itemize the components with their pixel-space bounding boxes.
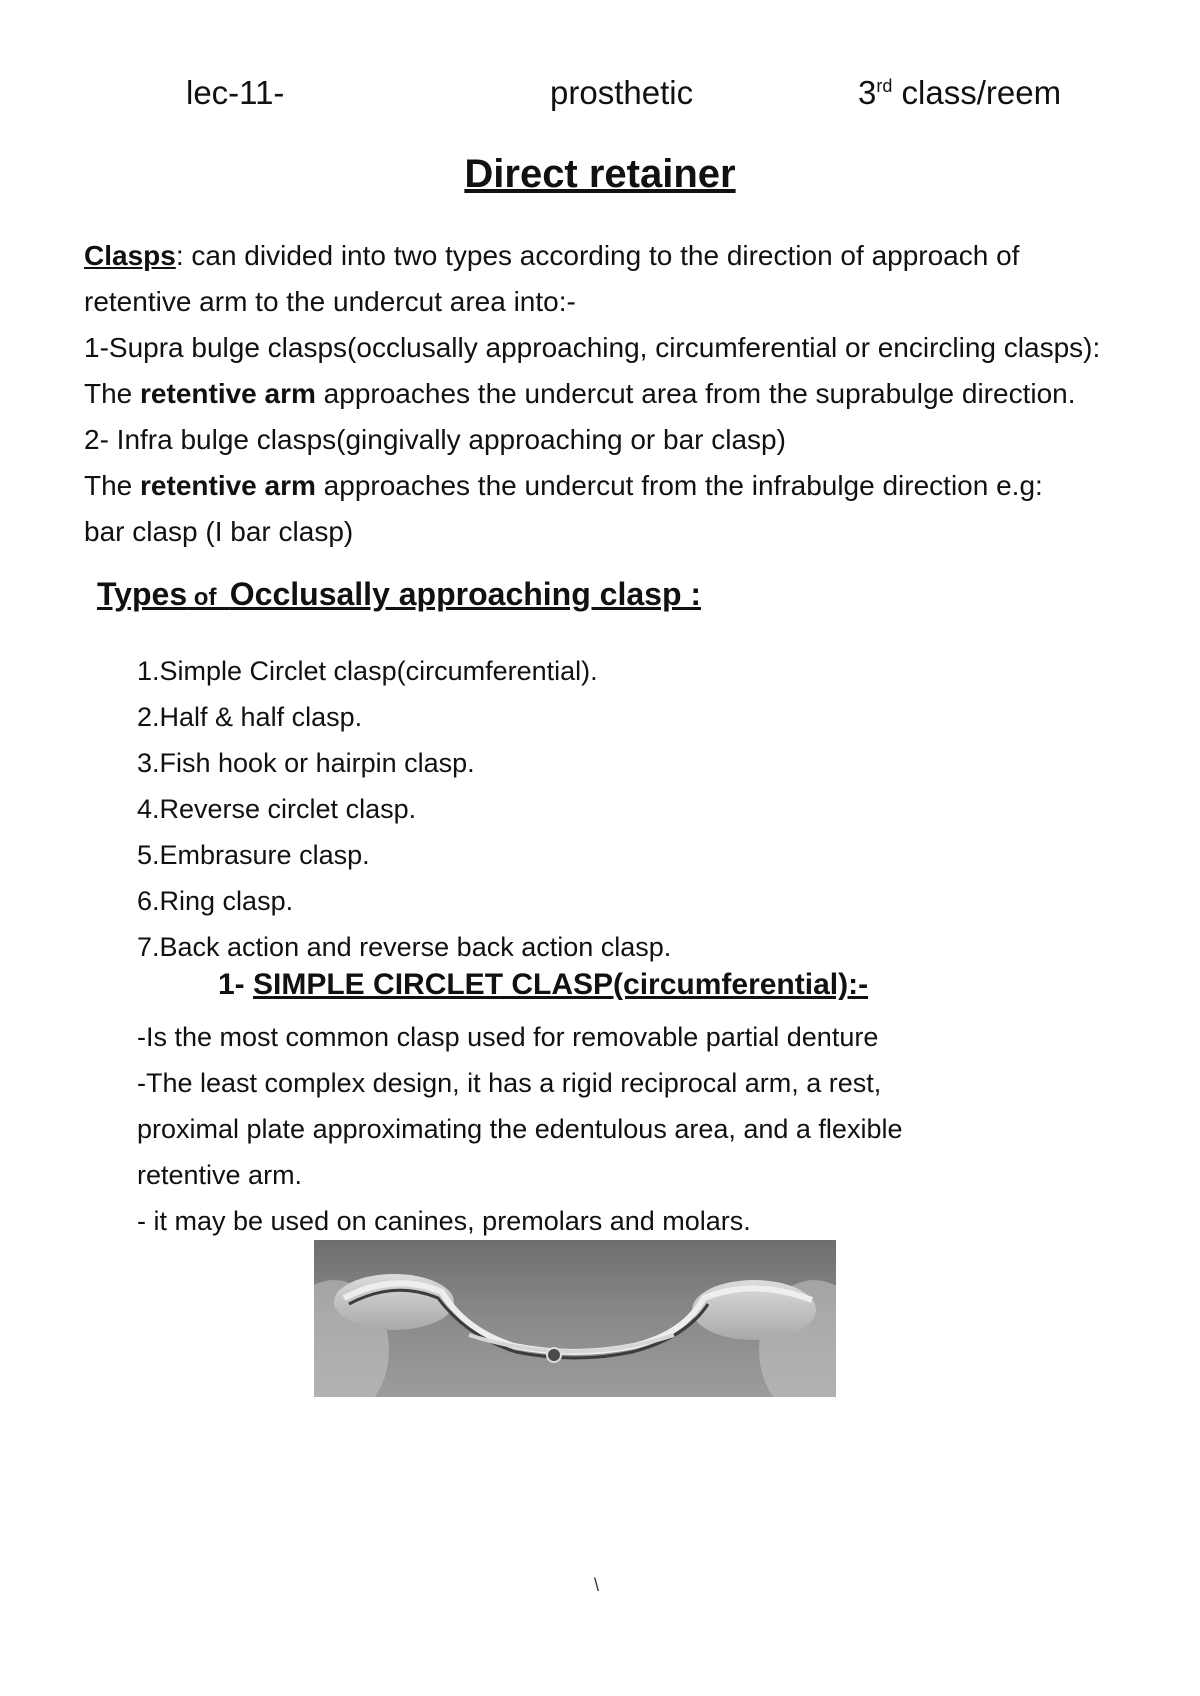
retentive-arm-term: retentive arm (140, 470, 316, 501)
class-label (858, 74, 1061, 112)
bar-clasp-example: bar clasp (I bar clasp) (84, 516, 354, 547)
lecture-label: lec-11- (186, 74, 285, 111)
clasps-term: Clasps (84, 240, 176, 271)
list-item: 5.Embrasure clasp. (137, 840, 370, 870)
retentive-arm-term: retentive arm (140, 378, 316, 409)
infra-bulge-description (84, 470, 1043, 502)
intro-line-2: retentive arm to the undercut area into:- (84, 286, 576, 317)
class-number: 3 (858, 74, 877, 111)
section-line: -The least complex design, it has a rigid reciprocal arm, a rest, (137, 1068, 882, 1098)
types-heading (97, 576, 701, 613)
page-number: \ (594, 1575, 600, 1595)
list-item: 7.Back action and reverse back action clasp. (137, 932, 672, 962)
section-line: proximal plate approximating the edentulous area, and a flexible (137, 1114, 903, 1144)
text-segment: approaches the undercut area from the suprabulge direction. (315, 378, 1076, 409)
class-superscript: rd (876, 76, 893, 96)
section-line: retentive arm. (137, 1160, 303, 1190)
section-line: - it may be used on canines, premolars and molars. (137, 1206, 751, 1236)
section-title: SIMPLE CIRCLET CLASP(circumferential):- (253, 968, 869, 1001)
text-segment: The (84, 470, 141, 501)
infra-bulge-line: 2- Infra bulge clasps(gingivally approaching or bar clasp) (84, 424, 786, 455)
list-item: 3.Fish hook or hairpin clasp. (137, 748, 475, 778)
supra-bulge-line: 1-Supra bulge clasps(occlusally approaching, circumferential or encircling clasps): (84, 332, 1101, 363)
types-heading-part3: Occlusally approaching clasp : (229, 576, 702, 612)
list-item: 4.Reverse circlet clasp. (137, 794, 417, 824)
class-rest: class/reem (892, 74, 1062, 111)
section-line: -Is the most common clasp used for removable partial denture (137, 1022, 879, 1052)
list-item: 2.Half & half clasp. (137, 702, 363, 732)
types-heading-part2: of (187, 584, 230, 611)
intro-line-1 (84, 240, 1019, 272)
list-item: 1.Simple Circlet clasp(circumferential). (137, 656, 598, 686)
supra-bulge-description (84, 378, 1076, 410)
section-heading (218, 968, 868, 1002)
types-heading-part1: Types (97, 576, 188, 612)
list-item: 6.Ring clasp. (137, 886, 294, 916)
clasp-illustration (314, 1240, 836, 1397)
page-title: Direct retainer (464, 152, 736, 196)
section-number: 1- (218, 968, 254, 1001)
text-segment: The (84, 378, 141, 409)
clasp-photo (314, 1240, 836, 1397)
intro-line-1-text: : can divided into two types according to the direction of approach of (175, 240, 1020, 271)
subject-label: prosthetic (550, 74, 694, 111)
text-segment: approaches the undercut from the infrabulge direction e.g: (315, 470, 1043, 501)
